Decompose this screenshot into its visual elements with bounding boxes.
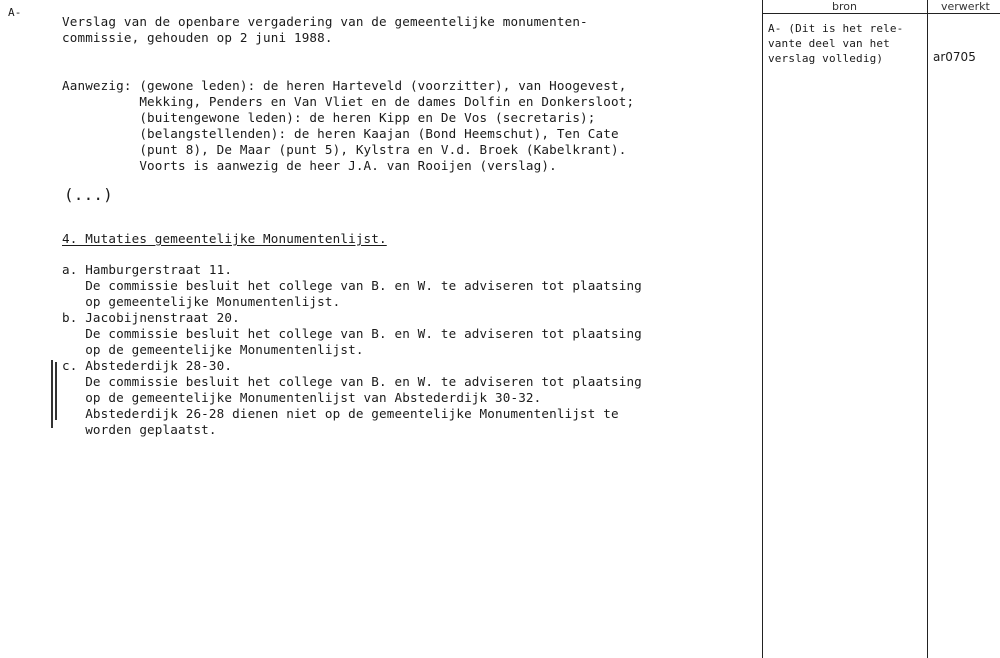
item-c-heading: c. Abstederdijk 28-30. [62, 358, 233, 373]
bron-note-line: verslag volledig) [768, 52, 884, 65]
item-a-line: De commissie besluit het college van B. en W. te adviseren tot plaatsing [62, 278, 642, 293]
corner-mark: A- [8, 6, 22, 19]
report-title-line-1: Verslag van de openbare vergadering van de gemeentelijke monumenten- [62, 14, 588, 29]
item-c-line: Abstederdijk 26-28 dienen niet op de gemeentelijke Monumentenlijst te [62, 406, 619, 421]
margin-marker-bar [51, 360, 53, 428]
bron-column-header: bron [832, 0, 857, 13]
item-b-heading: b. Jacobijnenstraat 20. [62, 310, 240, 325]
item-a-heading: a. Hamburgerstraat 11. [62, 262, 233, 277]
item-b-line: De commissie besluit het college van B. en W. te adviseren tot plaatsing [62, 326, 642, 341]
omission-ellipsis: (...) [64, 185, 113, 204]
bron-column-divider [762, 0, 763, 658]
attendance-line: Aanwezig: (gewone leden): de heren Harteveld (voorzitter), van Hoogevest, [62, 78, 627, 93]
attendance-line: (belangstellenden): de heren Kaajan (Bond Heemschut), Ten Cate [62, 126, 619, 141]
header-rule [762, 13, 1000, 14]
attendance-line: (buitengewone leden): de heren Kipp en De Vos (secretaris); [62, 110, 596, 125]
report-title-line-2: commissie, gehouden op 2 juni 1988. [62, 30, 333, 45]
item-c-line: op de gemeentelijke Monumentenlijst van Abstederdijk 30-32. [62, 390, 542, 405]
margin-marker-bar [55, 362, 57, 420]
attendance-line: Voorts is aanwezig de heer J.A. van Rooijen (verslag). [62, 158, 557, 173]
section-heading: 4. Mutaties gemeentelijke Monumentenlijst. [62, 231, 387, 246]
item-a-line: op gemeentelijke Monumentenlijst. [62, 294, 341, 309]
item-c-line: De commissie besluit het college van B. en W. te adviseren tot plaatsing [62, 374, 642, 389]
verwerkt-column-divider [927, 0, 928, 658]
bron-note-line: vante deel van het [768, 37, 890, 50]
item-c-line: worden geplaatst. [62, 422, 217, 437]
attendance-line: (punt 8), De Maar (punt 5), Kylstra en V.d. Broek (Kabelkrant). [62, 142, 627, 157]
verwerkt-code: ar0705 [933, 50, 976, 64]
bron-note-line: A- (Dit is het rele- [768, 22, 904, 35]
verwerkt-column-header: verwerkt [941, 0, 990, 13]
attendance-line: Mekking, Penders en Van Vliet en de dames Dolfin en Donkersloot; [62, 94, 635, 109]
item-b-line: op de gemeentelijke Monumentenlijst. [62, 342, 364, 357]
